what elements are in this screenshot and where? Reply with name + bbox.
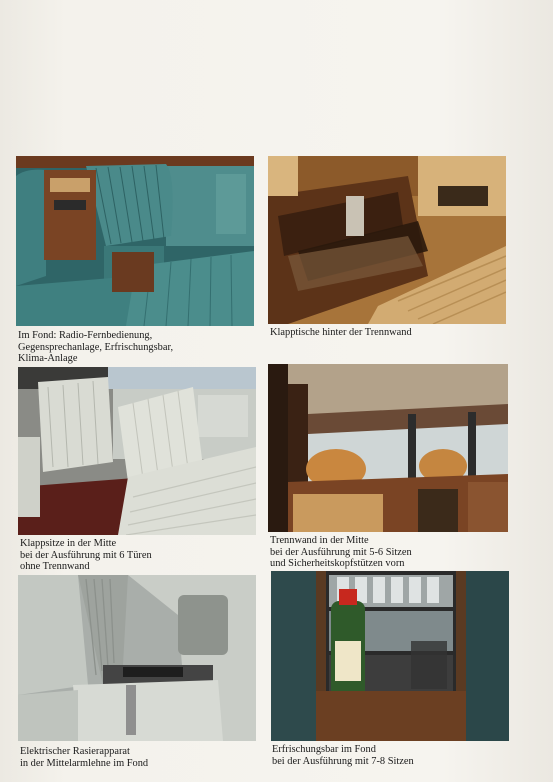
- caption-line: in der Mittelarmlehne im Fond: [20, 757, 149, 769]
- photo-electric-shaver: [18, 575, 256, 741]
- caption-jump-seats: [20, 538, 152, 573]
- caption-electric-shaver: [20, 746, 148, 769]
- caption-line: ohne Trennwand: [20, 561, 90, 573]
- caption-line: Im Fond: Radio-Fernbedienung,: [18, 330, 153, 341]
- photo-jump-seats: [18, 367, 256, 535]
- caption-rear-seat-console: [18, 330, 173, 365]
- caption-line: bei der Ausführung mit 6 Türen: [20, 549, 152, 561]
- caption-partition-wall: [270, 535, 412, 570]
- caption-line: Gegensprechanlage, Erfrischungsbar,: [18, 341, 174, 353]
- caption-line: bei der Ausführung mit 5-6 Sitzen: [270, 546, 412, 558]
- photo-rear-seat-console: [16, 156, 254, 326]
- caption-line: Trennwand in der Mitte: [270, 535, 369, 546]
- caption-line: bei der Ausführung mit 7-8 Sitzen: [272, 755, 414, 767]
- caption-line: und Sicherheitskopfstützen vorn: [270, 558, 405, 570]
- caption-line: Erfrischungsbar im Fond: [272, 744, 376, 755]
- photo-refreshment-bar: [271, 571, 509, 741]
- caption-line: Klappsitze in der Mitte: [20, 538, 117, 549]
- photo-folding-tables: [268, 156, 506, 324]
- caption-folding-tables: [270, 327, 412, 339]
- caption-line: Klima-Anlage: [18, 353, 78, 365]
- caption-line: Elektrischer Rasierapparat: [20, 746, 130, 757]
- caption-refreshment-bar: [272, 744, 414, 767]
- photo-partition-wall: [268, 364, 508, 532]
- caption-line: Klapptische hinter der Trennwand: [270, 327, 412, 338]
